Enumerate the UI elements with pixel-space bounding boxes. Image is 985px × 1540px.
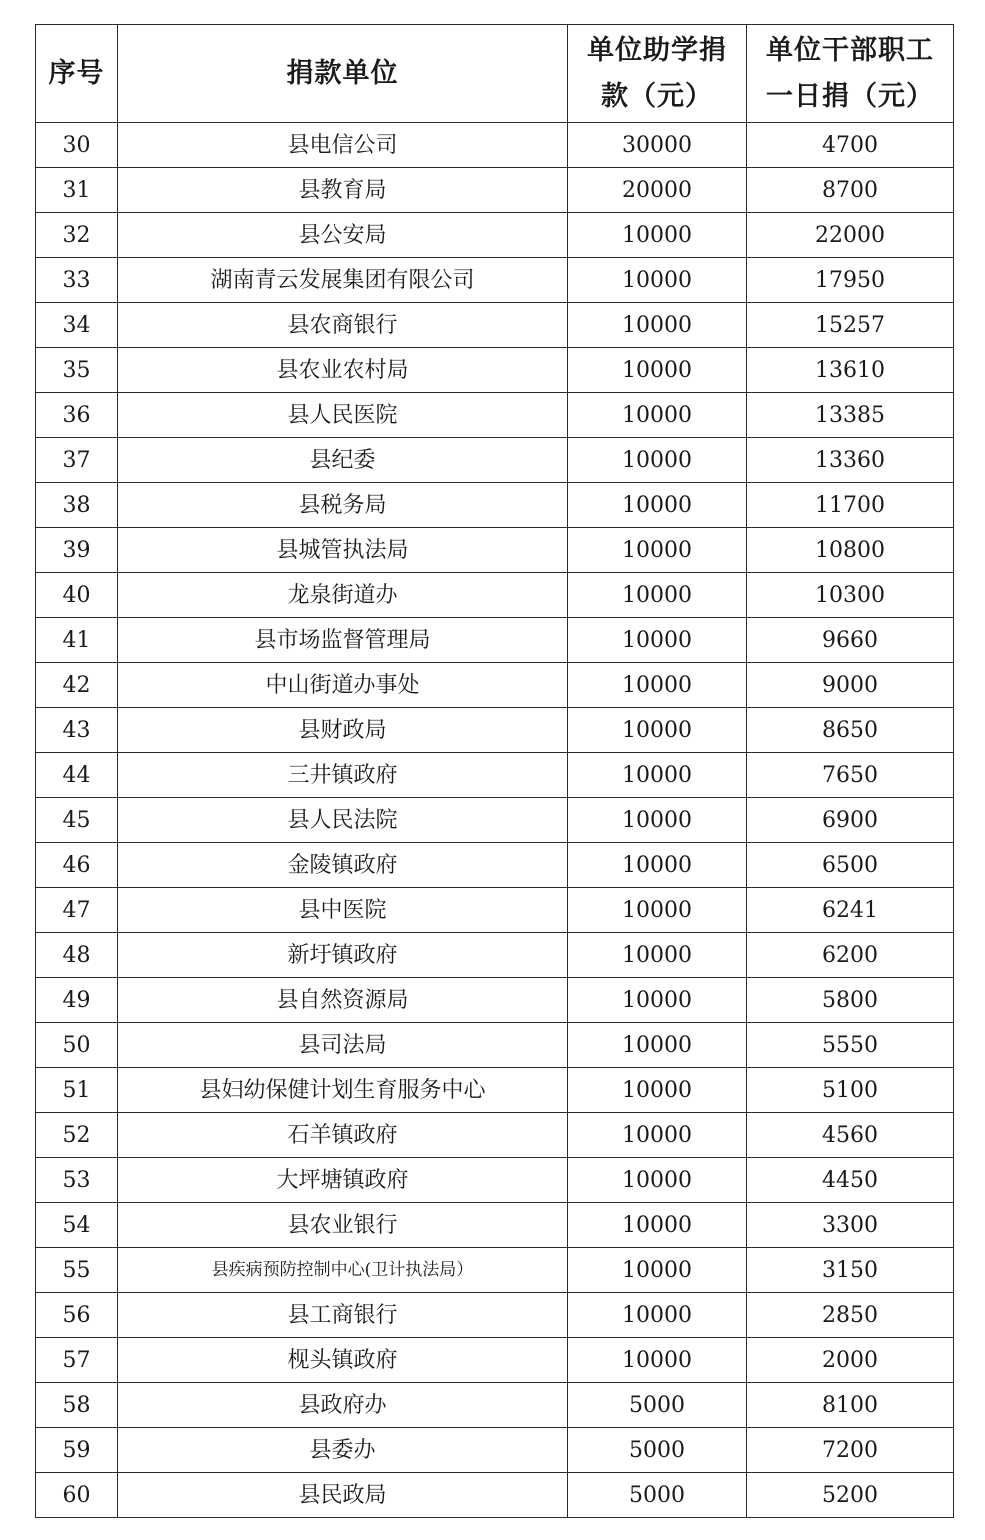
serial-number-cell: 55 [36, 1248, 118, 1293]
serial-number-cell: 41 [36, 618, 118, 663]
donor-unit-cell: 县中医院 [118, 888, 568, 933]
serial-number-cell: 36 [36, 393, 118, 438]
donor-unit-cell: 县财政局 [118, 708, 568, 753]
donor-unit-cell: 金陵镇政府 [118, 843, 568, 888]
serial-number-cell: 60 [36, 1473, 118, 1518]
staff-one-day-donation-cell: 13610 [747, 348, 954, 393]
donor-unit-cell: 县税务局 [118, 483, 568, 528]
staff-one-day-donation-cell: 2850 [747, 1293, 954, 1338]
header-row [36, 25, 954, 123]
unit-aid-donation-cell: 5000 [568, 1383, 747, 1428]
donor-unit-cell: 县公安局 [118, 213, 568, 258]
donor-unit-cell: 县政府办 [118, 1383, 568, 1428]
unit-aid-donation-cell: 10000 [568, 1338, 747, 1383]
staff-one-day-donation-cell: 10800 [747, 528, 954, 573]
table-row [36, 1428, 954, 1473]
unit-aid-donation-cell: 10000 [568, 393, 747, 438]
donor-unit-cell: 县民政局 [118, 1473, 568, 1518]
serial-number-cell: 48 [36, 933, 118, 978]
staff-one-day-donation-cell: 15257 [747, 303, 954, 348]
donor-unit-cell: 湖南青云发展集团有限公司 [118, 258, 568, 303]
serial-number-cell: 58 [36, 1383, 118, 1428]
unit-aid-donation-cell: 30000 [568, 123, 747, 168]
serial-number-cell: 32 [36, 213, 118, 258]
unit-aid-donation-cell: 10000 [568, 1248, 747, 1293]
staff-one-day-donation-cell: 4700 [747, 123, 954, 168]
table-row [36, 1338, 954, 1383]
table-row [36, 1293, 954, 1338]
staff-one-day-donation-cell: 9000 [747, 663, 954, 708]
unit-aid-donation-cell: 10000 [568, 528, 747, 573]
staff-one-day-donation-cell: 22000 [747, 213, 954, 258]
table-row [36, 573, 954, 618]
serial-number-cell: 44 [36, 753, 118, 798]
unit-aid-donation-cell: 10000 [568, 933, 747, 978]
serial-number-cell: 53 [36, 1158, 118, 1203]
header-staff-one-day-donation [747, 25, 954, 123]
serial-number-cell: 51 [36, 1068, 118, 1113]
donor-unit-cell: 县农商银行 [118, 303, 568, 348]
staff-one-day-donation-cell: 8100 [747, 1383, 954, 1428]
serial-number-cell: 50 [36, 1023, 118, 1068]
table-row [36, 888, 954, 933]
header-donor-unit: 捐款单位 [118, 25, 568, 123]
serial-number-cell: 37 [36, 438, 118, 483]
donor-unit-cell: 县人民医院 [118, 393, 568, 438]
donor-unit-cell: 县人民法院 [118, 798, 568, 843]
table-row [36, 1113, 954, 1158]
donor-unit-cell: 三井镇政府 [118, 753, 568, 798]
unit-aid-donation-cell: 10000 [568, 483, 747, 528]
staff-one-day-donation-cell: 5550 [747, 1023, 954, 1068]
serial-number-cell: 46 [36, 843, 118, 888]
table-row [36, 1203, 954, 1248]
serial-number-cell: 33 [36, 258, 118, 303]
unit-aid-donation-cell: 10000 [568, 843, 747, 888]
unit-aid-donation-cell: 10000 [568, 303, 747, 348]
table-row [36, 1023, 954, 1068]
unit-aid-donation-cell: 20000 [568, 168, 747, 213]
staff-one-day-donation-cell: 2000 [747, 1338, 954, 1383]
unit-aid-donation-cell: 10000 [568, 663, 747, 708]
table-body [36, 123, 954, 1518]
table-row [36, 1383, 954, 1428]
serial-number-cell: 34 [36, 303, 118, 348]
serial-number-cell: 31 [36, 168, 118, 213]
table-header [36, 25, 954, 123]
serial-number-cell: 52 [36, 1113, 118, 1158]
unit-aid-donation-cell: 10000 [568, 708, 747, 753]
staff-one-day-donation-cell: 10300 [747, 573, 954, 618]
unit-aid-donation-cell: 10000 [568, 1113, 747, 1158]
donor-unit-cell: 县市场监督管理局 [118, 618, 568, 663]
donor-unit-cell: 县电信公司 [118, 123, 568, 168]
table-row [36, 393, 954, 438]
staff-one-day-donation-cell: 4560 [747, 1113, 954, 1158]
unit-aid-donation-cell: 10000 [568, 1068, 747, 1113]
table-row [36, 843, 954, 888]
serial-number-cell: 54 [36, 1203, 118, 1248]
staff-one-day-donation-cell: 13360 [747, 438, 954, 483]
table-row [36, 798, 954, 843]
header-unit-aid-line1: 单位助学捐 [587, 34, 727, 66]
serial-number-cell: 35 [36, 348, 118, 393]
donor-unit-cell: 县妇幼保健计划生育服务中心 [118, 1068, 568, 1113]
staff-one-day-donation-cell: 13385 [747, 393, 954, 438]
serial-number-cell: 56 [36, 1293, 118, 1338]
staff-one-day-donation-cell: 5200 [747, 1473, 954, 1518]
staff-one-day-donation-cell: 6200 [747, 933, 954, 978]
unit-aid-donation-cell: 10000 [568, 888, 747, 933]
staff-one-day-donation-cell: 3150 [747, 1248, 954, 1293]
header-staff-line1: 单位干部职工 [766, 34, 934, 66]
donor-unit-cell: 县工商银行 [118, 1293, 568, 1338]
unit-aid-donation-cell: 10000 [568, 1203, 747, 1248]
donor-unit-cell: 县农业银行 [118, 1203, 568, 1248]
unit-aid-donation-cell: 10000 [568, 258, 747, 303]
unit-aid-donation-cell: 10000 [568, 798, 747, 843]
unit-aid-donation-cell: 5000 [568, 1473, 747, 1518]
donor-unit-cell: 新圩镇政府 [118, 933, 568, 978]
unit-aid-donation-cell: 10000 [568, 618, 747, 663]
table-row [36, 483, 954, 528]
unit-aid-donation-cell: 10000 [568, 348, 747, 393]
table-row [36, 438, 954, 483]
table-row [36, 258, 954, 303]
header-unit-aid-line2: 款（元） [601, 80, 713, 112]
table-row [36, 663, 954, 708]
staff-one-day-donation-cell: 6241 [747, 888, 954, 933]
donor-unit-cell: 县疾病预防控制中心(卫计执法局） [118, 1248, 568, 1293]
table-row [36, 168, 954, 213]
header-serial-number: 序号 [36, 25, 118, 123]
donor-unit-cell: 枧头镇政府 [118, 1338, 568, 1383]
staff-one-day-donation-cell: 5800 [747, 978, 954, 1023]
serial-number-cell: 38 [36, 483, 118, 528]
unit-aid-donation-cell: 10000 [568, 753, 747, 798]
staff-one-day-donation-cell: 7650 [747, 753, 954, 798]
serial-number-cell: 45 [36, 798, 118, 843]
table-row [36, 303, 954, 348]
staff-one-day-donation-cell: 6500 [747, 843, 954, 888]
serial-number-cell: 30 [36, 123, 118, 168]
table-row [36, 1158, 954, 1203]
staff-one-day-donation-cell: 11700 [747, 483, 954, 528]
serial-number-cell: 59 [36, 1428, 118, 1473]
table-row [36, 933, 954, 978]
table-row [36, 213, 954, 258]
staff-one-day-donation-cell: 8650 [747, 708, 954, 753]
donor-unit-cell: 县教育局 [118, 168, 568, 213]
serial-number-cell: 47 [36, 888, 118, 933]
donor-unit-cell: 大坪塘镇政府 [118, 1158, 568, 1203]
donor-unit-cell: 县农业农村局 [118, 348, 568, 393]
unit-aid-donation-cell: 10000 [568, 978, 747, 1023]
donor-unit-cell: 县城管执法局 [118, 528, 568, 573]
unit-aid-donation-cell: 10000 [568, 1293, 747, 1338]
unit-aid-donation-cell: 10000 [568, 438, 747, 483]
staff-one-day-donation-cell: 4450 [747, 1158, 954, 1203]
staff-one-day-donation-cell: 6900 [747, 798, 954, 843]
table-row [36, 753, 954, 798]
serial-number-cell: 40 [36, 573, 118, 618]
table-row [36, 978, 954, 1023]
unit-aid-donation-cell: 10000 [568, 213, 747, 258]
unit-aid-donation-cell: 10000 [568, 1158, 747, 1203]
staff-one-day-donation-cell: 7200 [747, 1428, 954, 1473]
table-row [36, 1248, 954, 1293]
serial-number-cell: 49 [36, 978, 118, 1023]
staff-one-day-donation-cell: 9660 [747, 618, 954, 663]
serial-number-cell: 42 [36, 663, 118, 708]
donor-unit-cell: 石羊镇政府 [118, 1113, 568, 1158]
donation-table [35, 24, 954, 1518]
serial-number-cell: 43 [36, 708, 118, 753]
unit-aid-donation-cell: 5000 [568, 1428, 747, 1473]
table-row [36, 528, 954, 573]
staff-one-day-donation-cell: 17950 [747, 258, 954, 303]
serial-number-cell: 57 [36, 1338, 118, 1383]
staff-one-day-donation-cell: 3300 [747, 1203, 954, 1248]
table-row [36, 618, 954, 663]
unit-aid-donation-cell: 10000 [568, 1023, 747, 1068]
table-row [36, 1473, 954, 1518]
table-row [36, 348, 954, 393]
table-row [36, 708, 954, 753]
serial-number-cell: 39 [36, 528, 118, 573]
donor-unit-cell: 中山街道办事处 [118, 663, 568, 708]
staff-one-day-donation-cell: 5100 [747, 1068, 954, 1113]
donor-unit-cell: 县委办 [118, 1428, 568, 1473]
donor-unit-cell: 县自然资源局 [118, 978, 568, 1023]
donor-unit-cell: 龙泉街道办 [118, 573, 568, 618]
table-row [36, 1068, 954, 1113]
table-row [36, 123, 954, 168]
donor-unit-cell: 县司法局 [118, 1023, 568, 1068]
staff-one-day-donation-cell: 8700 [747, 168, 954, 213]
unit-aid-donation-cell: 10000 [568, 573, 747, 618]
header-unit-aid-donation [568, 25, 747, 123]
donor-unit-cell: 县纪委 [118, 438, 568, 483]
header-staff-line2: 一日捐（元） [766, 80, 934, 112]
